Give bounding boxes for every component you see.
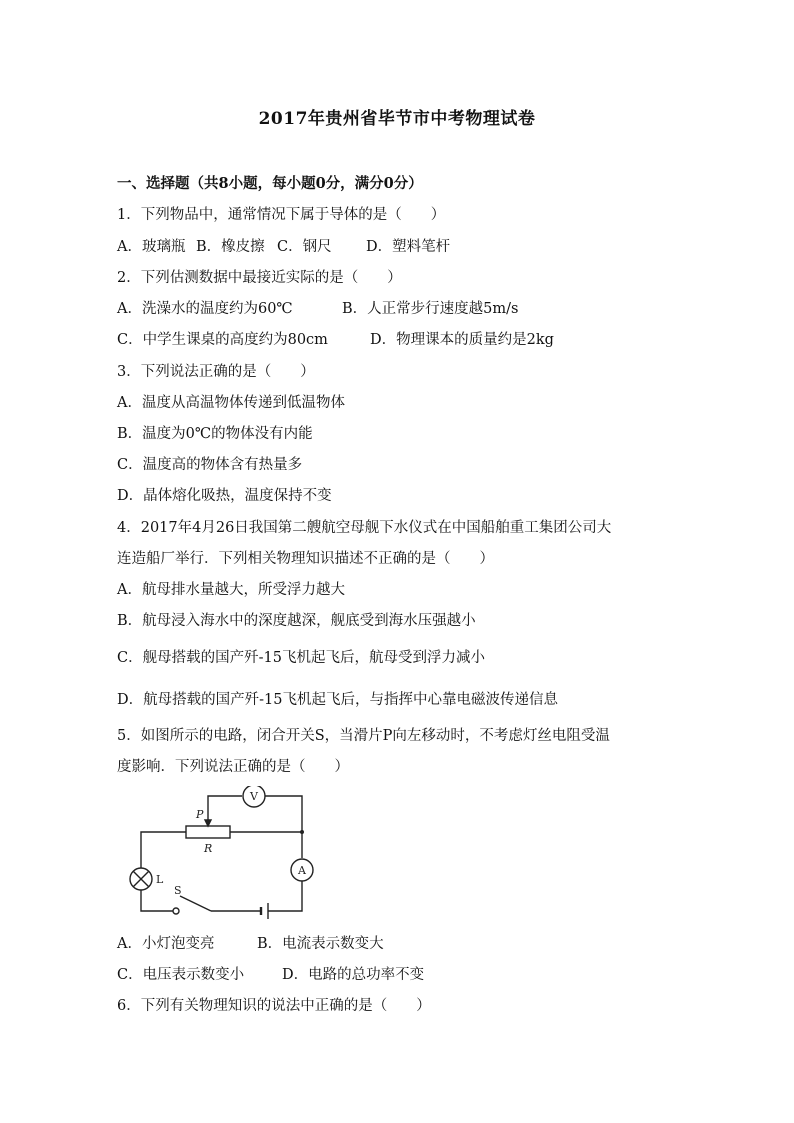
rheostat-box [186,826,230,838]
page-title: 2017年贵州省毕节市中考物理试卷 [258,109,536,129]
q2-option-b: B．人正常步行速度越5m/s [342,301,519,317]
q1-option-a: A．玻璃瓶 [117,239,186,255]
question-5-options-ab [117,934,384,954]
wire-voltmeter-right [265,796,302,832]
q4-option-c: C．舰母搭载的国产歼-15飞机起飞后，航母受到浮力减小 [117,650,485,666]
q4-option-b: B．航母浸入海水中的深度越深，舰底受到海水压强越小 [117,613,476,629]
q4-option-a: A．航母排水量越大，所受浮力越大 [117,582,345,598]
circuit-diagram [116,786,326,922]
question-6-stem: 6．下列有关物理知识的说法中正确的是（ ） [117,998,431,1014]
label-s: S [174,884,182,897]
switch-lever [180,896,211,911]
question-2-options-ab [117,299,518,319]
question-2-options-cd [117,330,554,350]
question-4-stem-line2: 连造船厂举行．下列相关物理知识描述不正确的是（ ） [117,551,494,567]
question-5-stem-line2: 度影响．下列说法正确的是（ ） [117,759,349,775]
q2-option-d: D．物理课本的质量约是2kg [370,332,554,348]
q1-option-d: D．塑料笔杆 [366,239,451,255]
q3-option-c: C．温度高的物体含有热量多 [117,457,303,473]
label-p: P [196,808,204,821]
switch-contact [173,908,179,914]
question-1-options [117,237,450,257]
junction-dot [300,830,304,834]
q5-option-b: B．电流表示数变大 [257,936,384,952]
q4-option-d: D．航母搭载的国产歼-15飞机起飞后，与指挥中心靠电磁波传递信息 [117,692,558,708]
q2-option-a: A．洗澡水的温度约为60℃ [117,301,293,317]
section-heading: 一、选择题（共8小题，每小题0分，满分0分） [117,175,423,192]
label-r: R [204,842,213,855]
question-5-stem-line1: 5．如图所示的电路，闭合开关S，当滑片P向左移动时，不考虑灯丝电阻受温 [117,728,610,744]
q5-option-d: D．电路的总功率不变 [282,967,425,983]
label-a: A [298,864,306,877]
q1-option-c: C．钢尺 [277,239,332,255]
q3-option-d: D．晶体熔化吸热，温度保持不变 [117,488,332,504]
question-5-options-cd [117,965,424,985]
q2-option-c: C．中学生课桌的高度约为80cm [117,332,328,348]
question-2-stem: 2．下列估测数据中最接近实际的是（ ） [117,270,402,286]
q5-option-c: C．电压表示数变小 [117,967,245,983]
q5-option-a: A．小灯泡变亮 [117,936,215,952]
label-l: L [156,873,164,886]
wire-voltmeter-left [208,796,242,812]
wire-right-lower [268,881,302,911]
wire-bottom-left [141,890,173,911]
q3-option-a: A．温度从高温物体传递到低温物体 [117,395,345,411]
question-4-stem-line1: 4．2017年4月26日我国第二艘航空母舰下水仪式在中国船舶重工集团公司大 [117,520,612,536]
question-1-stem: 1．下列物品中，通常情况下属于导体的是（ ） [117,207,446,223]
question-3-stem: 3．下列说法正确的是（ ） [117,364,315,380]
q1-option-b: B．橡皮擦 [196,239,265,255]
q3-option-b: B．温度为0℃的物体没有内能 [117,426,313,442]
slider-arrow [205,820,211,826]
wire-left-top [141,832,186,868]
label-v: V [250,790,258,803]
